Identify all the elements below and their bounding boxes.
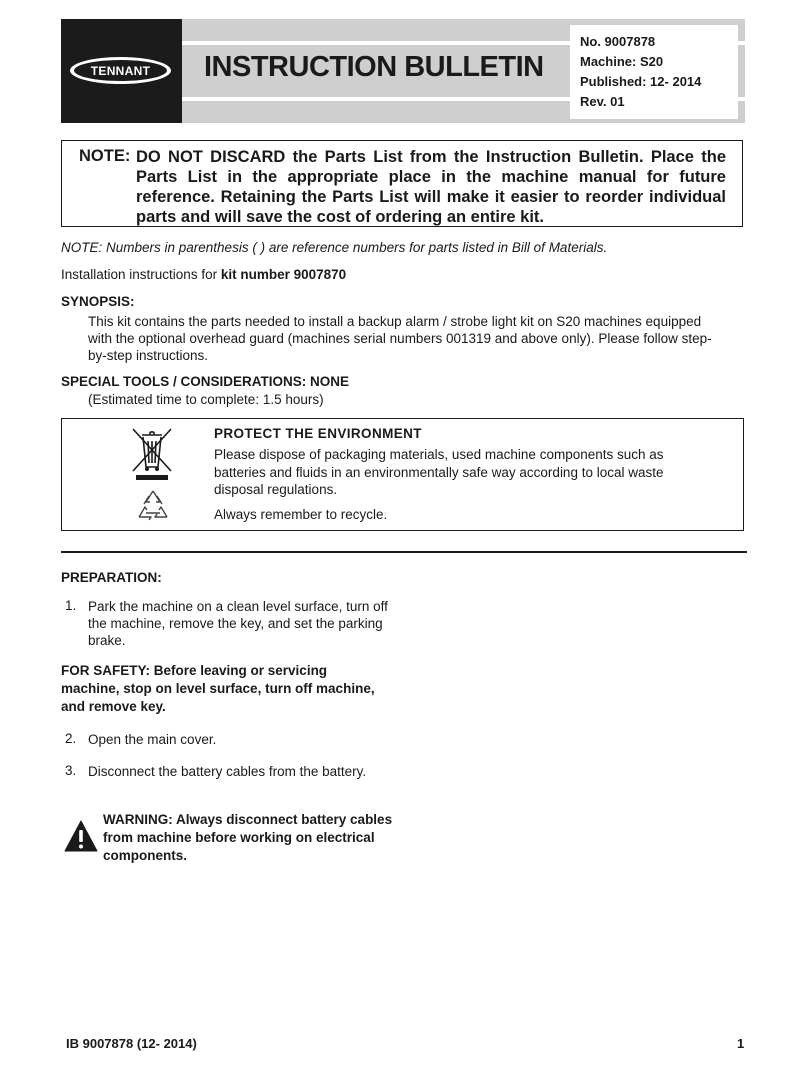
- bulletin-header: [61, 19, 745, 123]
- published-date: Published: 12- 2014: [580, 74, 702, 89]
- bulletin-meta: [570, 25, 738, 119]
- footer-doc-id: IB 9007878 (12- 2014): [66, 1036, 197, 1051]
- tennant-logo: [70, 57, 171, 84]
- note-label: NOTE:: [79, 147, 131, 165]
- estimated-time: (Estimated time to complete: 1.5 hours): [88, 392, 324, 407]
- logo-block: [61, 19, 182, 123]
- safety-note: FOR SAFETY: Before leaving or servicing machine, stop on level surface, turn off machine, and remove key.: [61, 663, 375, 714]
- step-number: 2.: [65, 731, 77, 746]
- reference-note: NOTE: Numbers in parenthesis ( ) are reference numbers for parts listed in Bill of Materials.: [61, 240, 608, 255]
- synopsis-heading: SYNOPSIS:: [61, 294, 135, 309]
- discard-note-box: [61, 140, 743, 227]
- bulletin-number: No. 9007878: [580, 34, 656, 49]
- step-text: Disconnect the battery cables from the battery.: [88, 764, 367, 779]
- note-text: DO NOT DISCARD the Parts List from the Instruction Bulletin. Place the Parts List in the appropriate place in the machine manual for future reference. Retaining the Parts List will make it easier to reorder individual parts and will save the cost of ordering an entire kit.: [136, 148, 726, 226]
- environment-title: PROTECT THE ENVIRONMENT: [214, 426, 422, 441]
- step-text: Open the main cover.: [88, 732, 217, 747]
- kit-number: kit number 9007870: [220, 267, 347, 282]
- crossed-bin-icon: [130, 425, 174, 481]
- step-number: 1.: [65, 598, 77, 613]
- section-divider: [61, 551, 747, 553]
- page-number: 1: [737, 1036, 745, 1051]
- preparation-heading: PREPARATION:: [61, 570, 162, 585]
- page-title: INSTRUCTION BULLETIN: [204, 51, 544, 83]
- step-number: 3.: [65, 763, 77, 778]
- environment-box: [61, 418, 744, 531]
- warning-icon: [64, 820, 98, 852]
- special-tools-heading: SPECIAL TOOLS / CONSIDERATIONS: NONE: [61, 374, 350, 389]
- revision: Rev. 01: [580, 94, 625, 109]
- warning-text: WARNING: Always disconnect battery cables from machine before working on electrical components.: [103, 812, 393, 863]
- synopsis-text: This kit contains the parts needed to install a backup alarm / strobe light kit on S20 machines equipped with the optional overhead guard (machines serial numbers 001319 and above only). Please follow step-by-step instructions.: [88, 314, 712, 363]
- installation-line: Installation instructions for kit number 9007870: [61, 267, 347, 282]
- logo-text: TENNANT: [90, 63, 151, 78]
- machine-model: Machine: S20: [580, 54, 664, 69]
- recycle-reminder: Always remember to recycle.: [214, 507, 388, 522]
- recycle-icon: [134, 487, 172, 525]
- environment-text: Please dispose of packaging materials, used machine components such as batteries and fluids in an environmentally safe way according to local waste disposal regulations.: [214, 447, 664, 497]
- step-text: Park the machine on a clean level surface, turn off the machine, remove the key, and set the parking brake.: [88, 599, 388, 648]
